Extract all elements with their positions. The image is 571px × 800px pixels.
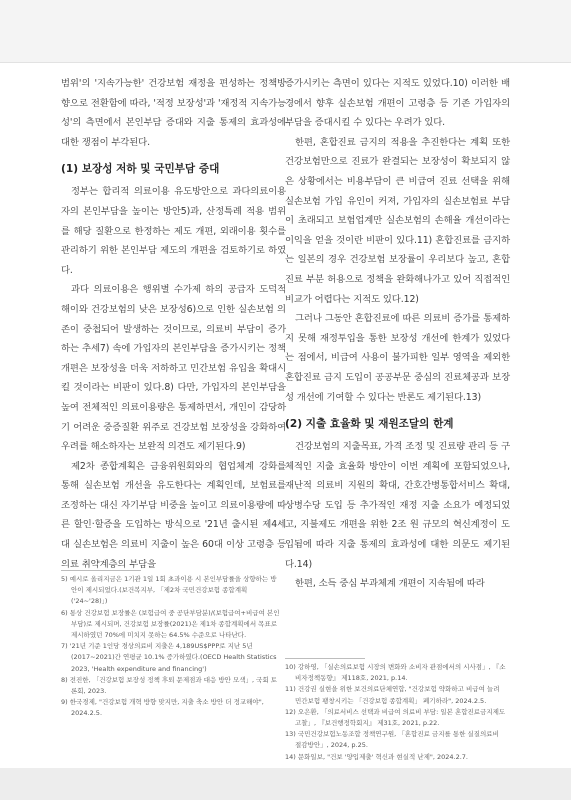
footnotes-right <box>285 662 507 763</box>
paragraph-3: 제2차 종합계획은 금융위원회와의 협업체계 강화를 통해 실손보험 개선을 유도한다는 계획인데, 보험료를 조정하는 대신 자기부담 비중을 높이고 의료이용량에 따른 할인·할증을 도입하는 방식으로 '21년 출시된 제4세대 실손보험은 의료비 지출이 높은 60대 이상 고령층 등 의료 취약계층의 부담을 <box>61 460 286 570</box>
paragraph-7: 한편, 소득 중심 부과체계 개편이 지속됨에 따라 <box>295 578 485 590</box>
footnote-8: 8) 전진한, 「건강보험 보장성 정책 후퇴 문제점과 대응 방안 모색」, 국회 토론회, 2023. <box>61 675 278 696</box>
footnote-9: 9) 한국경제, "건강보험 개혁 방향 맞지만, 지출 축소 방안 더 정교해야", 2024.2.5. <box>61 698 264 718</box>
paragraph-2: 과다 의료이용은 행위별 수가제 하의 공급자 도덕적 해이와 건강보험의 낮은 보장성6)으로 인한 실손보험 의존이 중첩되어 발생하는 것이므로, 의료비 부담이 증가하는 추세7) 속에 가입자의 본인부담을 증가시키는 정책 개편은 보장성을 더욱 저하하고 민간보험 유입을 확대시킬 것이라는 비판이 있다.8) 다만, 가입자의 본인부담을 높여 전체적인 의료이용량은 통제하면서, 개인이 감당하기 어려운 중증질환 위주로 건강보험 보장성을 강화하여 우려를 해소하자는 보완적 의견도 제기된다.9) <box>61 284 286 453</box>
page-footer-band <box>0 768 571 800</box>
page-header-band <box>0 0 571 62</box>
section-heading-2: (2) 지출 효율화 및 재원조달의 한계 <box>285 418 454 431</box>
right-column <box>285 74 510 594</box>
footnote-10: 10) 강하영, 「실손의료보험 시장의 변화와 소비자 관점에서의 시사점」, 『소비자정책동향』 제118호, 2021, p.14. <box>285 663 506 683</box>
header-divider <box>0 62 571 63</box>
footnotes-left <box>61 574 281 720</box>
paragraph-1: 정부는 합리적 의료이용 유도방안으로 과다의료이용자의 본인부담을 높이는 방안5)과, 산정특례 적용 범위를 해당 질환으로 한정하는 제도 개편, 외래이용 횟수를 관리하기 위한 본인부담 제도의 개편을 검토하기로 하였다. <box>61 186 286 276</box>
paragraph-4: 한편, 혼합진료 금지의 적용을 추진한다는 계획 또한 건강보험만으로 진료가 완결되는 보장성이 확보되지 않은 상황에서는 비용부담이 큰 비급여 진료 선택을 위해 실손보험 가입 유인이 커져, 가입자의 실손보험료 부담이 초래되고 보험업계만 실손보험의 손해율 개선이라는 이익을 얻을 것이란 비판이 있다.11) 혼합진료를 금지하는 일본의 경우 건강보험 보장률이 우리보다 높고, 혼합진료 부분 허용으로 정책을 완화해나가고 있어 직접적인 비교가 어렵다는 지적도 있다.12) <box>285 136 510 305</box>
footnote-12: 12) 오은환, 「의료서비스 선택과 비급여 의료비 부담: 일본 혼합진료금지제도 고찰」, 『보건행정학회지』 제31호, 2021, p.22. <box>285 707 506 728</box>
footnote-14: 14) 문화일보, "건보 '양입제출' 혁신과 현실적 난제", 2024.2.7. <box>285 752 468 761</box>
paragraph-6: 건강보험의 지출목표, 가격 조정 및 진료량 관리 등 구체적인 지출 효율화 방안이 이번 계획에 포함되었으나, 재난적 의료비 지원의 확대, 간호간병통합서비스 확대, 상병수당 도입 등 추가적인 재정 지출 소요가 예정되었고, 지불제도 개편을 위한 2조 원 규모의 혁신계정이 도입됨에 따라 지출 통제의 효과성에 대한 의문도 제기된다.14) <box>285 441 510 570</box>
footnote-7: 7) '21년 기준 1인당 경상의료비 지출은 4,189US$PPP로 지난 5년(2017~2021)간 연평균 10.1% 증가하였다.(OECD Health Statistics 2023, 'Health expenditure and financing') <box>61 642 277 673</box>
footnote-rule-left <box>61 570 141 571</box>
footnote-6: 6) 통상 건강보험 보장률은 (보험급여 중 공단부담분)/(보험급여+비급여 본인부담)로 제시되며, 건강보험 보장률(2021)은 제1차 종합계획에서 목표로 제시하였던 70%에 미치지 못하는 64.5% 수준으로 나타난다. <box>61 608 280 640</box>
footnote-5: 5) 예시로 올리지금은 1기관 1일 1회 초과이용 시 본인부담률을 상향하는 방안이 제시되었다.(보건복지부, 「제2차 국민건강보험 종합계획('24~'28)」) <box>61 575 277 606</box>
footnote-13: 13) 국민건강보험노동조합 정책연구원, 「혼합진료 금지를 통한 실질의료비 절감방안」, 2024, p.25. <box>285 730 499 750</box>
footnote-rule-right <box>285 658 365 659</box>
footnote-11: 11) 건강권 실현을 위한 보건의료단체연합, "건강보험 약화하고 비급여 늘려 민간보험 팽창시키는 「건강보험 종합계획」 폐기하라", 2024.2.5. <box>285 685 500 705</box>
paragraph-5: 그러나 그동안 혼합진료에 따른 의료비 증가를 통제하지 못해 재정투입을 통한 보장성 개선에 한계가 있었다는 점에서, 비급여 사용이 불가피한 일부 영역을 제외한 혼합진료 금지 도입이 공공부문 중심의 진료체공과 보장성 개선에 기여할 수 있다는 반론도 제기된다.13) <box>285 313 510 403</box>
section-heading-1: (1) 보장성 저하 및 국민부담 증대 <box>61 163 220 176</box>
paragraph-intro: 범위'의 '지속가능한' 건강보험 재정을 편성하는 정책방향으로 전환함에 따라, '적정 보장성'과 '재정적 지속가능성'의 측면에서 본인부담 증대와 지출 통제의 효과성에 대한 쟁점이 부각된다. <box>61 78 286 148</box>
left-column <box>61 74 286 574</box>
paragraph-continued: 증가시키는 측면이 있다는 지적도 있었다.10) 이러한 배경에서 향후 실손보험 개편이 고령층 등 기존 가입자의 부담을 증대시킬 수 있다는 우려가 있다. <box>285 78 510 129</box>
